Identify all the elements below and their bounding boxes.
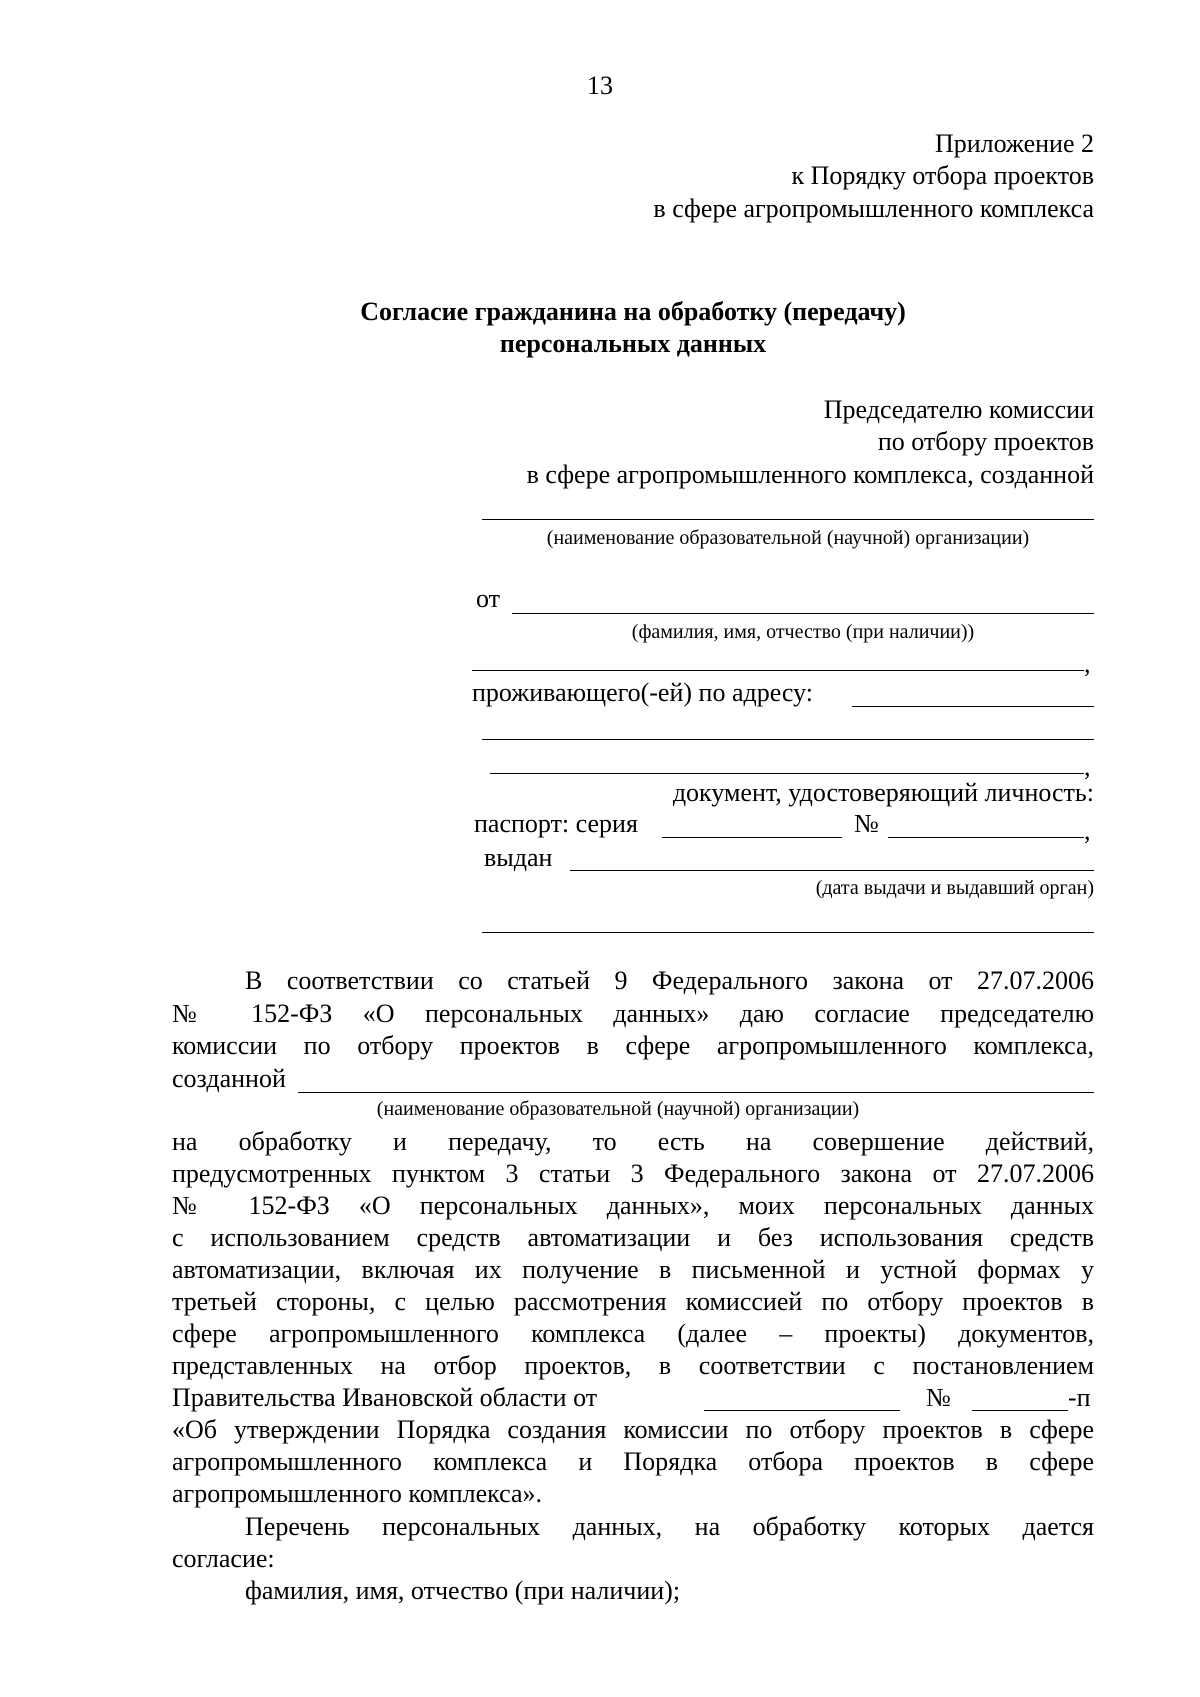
issued-blank-2[interactable] (482, 932, 1094, 933)
p2-line-2: предусмотренных пунктом 3 статьи 3 Федерального закона от 27.07.2006 (172, 1159, 1094, 1188)
full-name-blank[interactable] (512, 613, 1094, 614)
resolution-number-suffix: -п (1068, 1383, 1091, 1412)
p2-line-6: третьей стороны, с целью рассмотрения комиссией по отбору проектов в (172, 1287, 1094, 1316)
document-label: документ, удостоверяющий личность: (672, 778, 1094, 807)
comma-3: , (1084, 816, 1091, 845)
p1-line-1: В соответствии со статьей 9 Федерального закона от 27.07.2006 (245, 966, 1094, 995)
p2-line-11: агропромышленного комплекса и Порядка отбора проектов в сфере (172, 1447, 1094, 1476)
p1-org-caption: (наименование образовательной (научной) организации) (376, 1098, 860, 1120)
p4-line-1: фамилия, имя, отчество (при наличии); (245, 1576, 681, 1605)
org-name-blank[interactable] (482, 519, 1094, 520)
addressee-line-1: Председателю комиссии (823, 395, 1094, 424)
title-line-2: персональных данных (499, 329, 767, 358)
full-name-caption: (фамилия, имя, отчество (при наличии)) (631, 621, 975, 643)
resolution-number-sign: № (926, 1383, 951, 1412)
address-blank-1[interactable] (852, 706, 1094, 707)
passport-label: паспорт: серия (474, 809, 638, 838)
comma-2: , (1084, 752, 1091, 781)
address-blank-2[interactable] (482, 739, 1094, 740)
page-number: 13 (587, 71, 613, 100)
appendix-line-2: к Порядку отбора проектов (791, 161, 1094, 190)
p2-line-5: автоматизации, включая их получение в письменной и устной формах у (172, 1255, 1094, 1284)
from-label: от (476, 584, 501, 613)
p2-line-7: сфере агропромышленного комплекса (далее – проекты) документов, (172, 1319, 1094, 1348)
org-name-caption: (наименование образовательной (научной) организации) (546, 527, 1030, 549)
p2-line-9-text: Правительства Ивановской области от (172, 1383, 598, 1412)
address-blank-3[interactable] (490, 773, 1084, 774)
p2-line-8: представленных на отбор проектов, в соответствии с постановлением (172, 1351, 1094, 1380)
appendix-line-1: Приложение 2 (934, 129, 1094, 158)
passport-series-blank[interactable] (662, 837, 842, 838)
p2-line-3: № 152-ФЗ «О персональных данных», моих персональных данных (172, 1191, 1094, 1220)
comma-1: , (1084, 649, 1091, 678)
issued-caption: (дата выдачи и выдавший орган) (815, 877, 1094, 899)
p1-line-3: комиссии по отбору проектов в сфере агропромышленного комплекса, (172, 1031, 1094, 1060)
addressee-line-2: по отбору проектов (877, 427, 1094, 456)
resolution-date-blank[interactable] (704, 1410, 900, 1411)
passport-number-sign: № (854, 809, 879, 838)
p3-line-2: согласие: (172, 1544, 275, 1573)
p2-line-4: с использованием средств автоматизации и без использования средств (172, 1223, 1094, 1252)
title-line-1: Согласие гражданина на обработку (передачу) (360, 297, 906, 326)
p2-line-1: на обработку и передачу, то есть на совершение действий, (172, 1127, 1094, 1156)
appendix-line-3: в сфере агропромышленного комплекса (653, 194, 1094, 223)
issued-blank[interactable] (570, 870, 1094, 871)
p1-created-label: созданной (172, 1064, 286, 1093)
resolution-number-blank[interactable] (972, 1410, 1068, 1411)
addressee-line-3: в сфере агропромышленного комплекса, созданной (526, 460, 1094, 489)
p2-line-10: «Об утверждении Порядка создания комиссии по отбору проектов в сфере (172, 1415, 1094, 1444)
p1-org-blank[interactable] (298, 1092, 1094, 1093)
p3-line-1: Перечень персональных данных, на обработку которых дается (245, 1512, 1094, 1541)
passport-number-blank[interactable] (888, 837, 1084, 838)
p2-line-12: агропромышленного комплекса». (172, 1479, 543, 1508)
p1-line-2: № 152-ФЗ «О персональных данных» даю согласие председателю (172, 999, 1094, 1028)
issued-label: выдан (484, 843, 553, 872)
residing-label: проживающего(-ей) по адресу: (472, 678, 813, 707)
full-name-blank-2[interactable] (472, 670, 1084, 671)
